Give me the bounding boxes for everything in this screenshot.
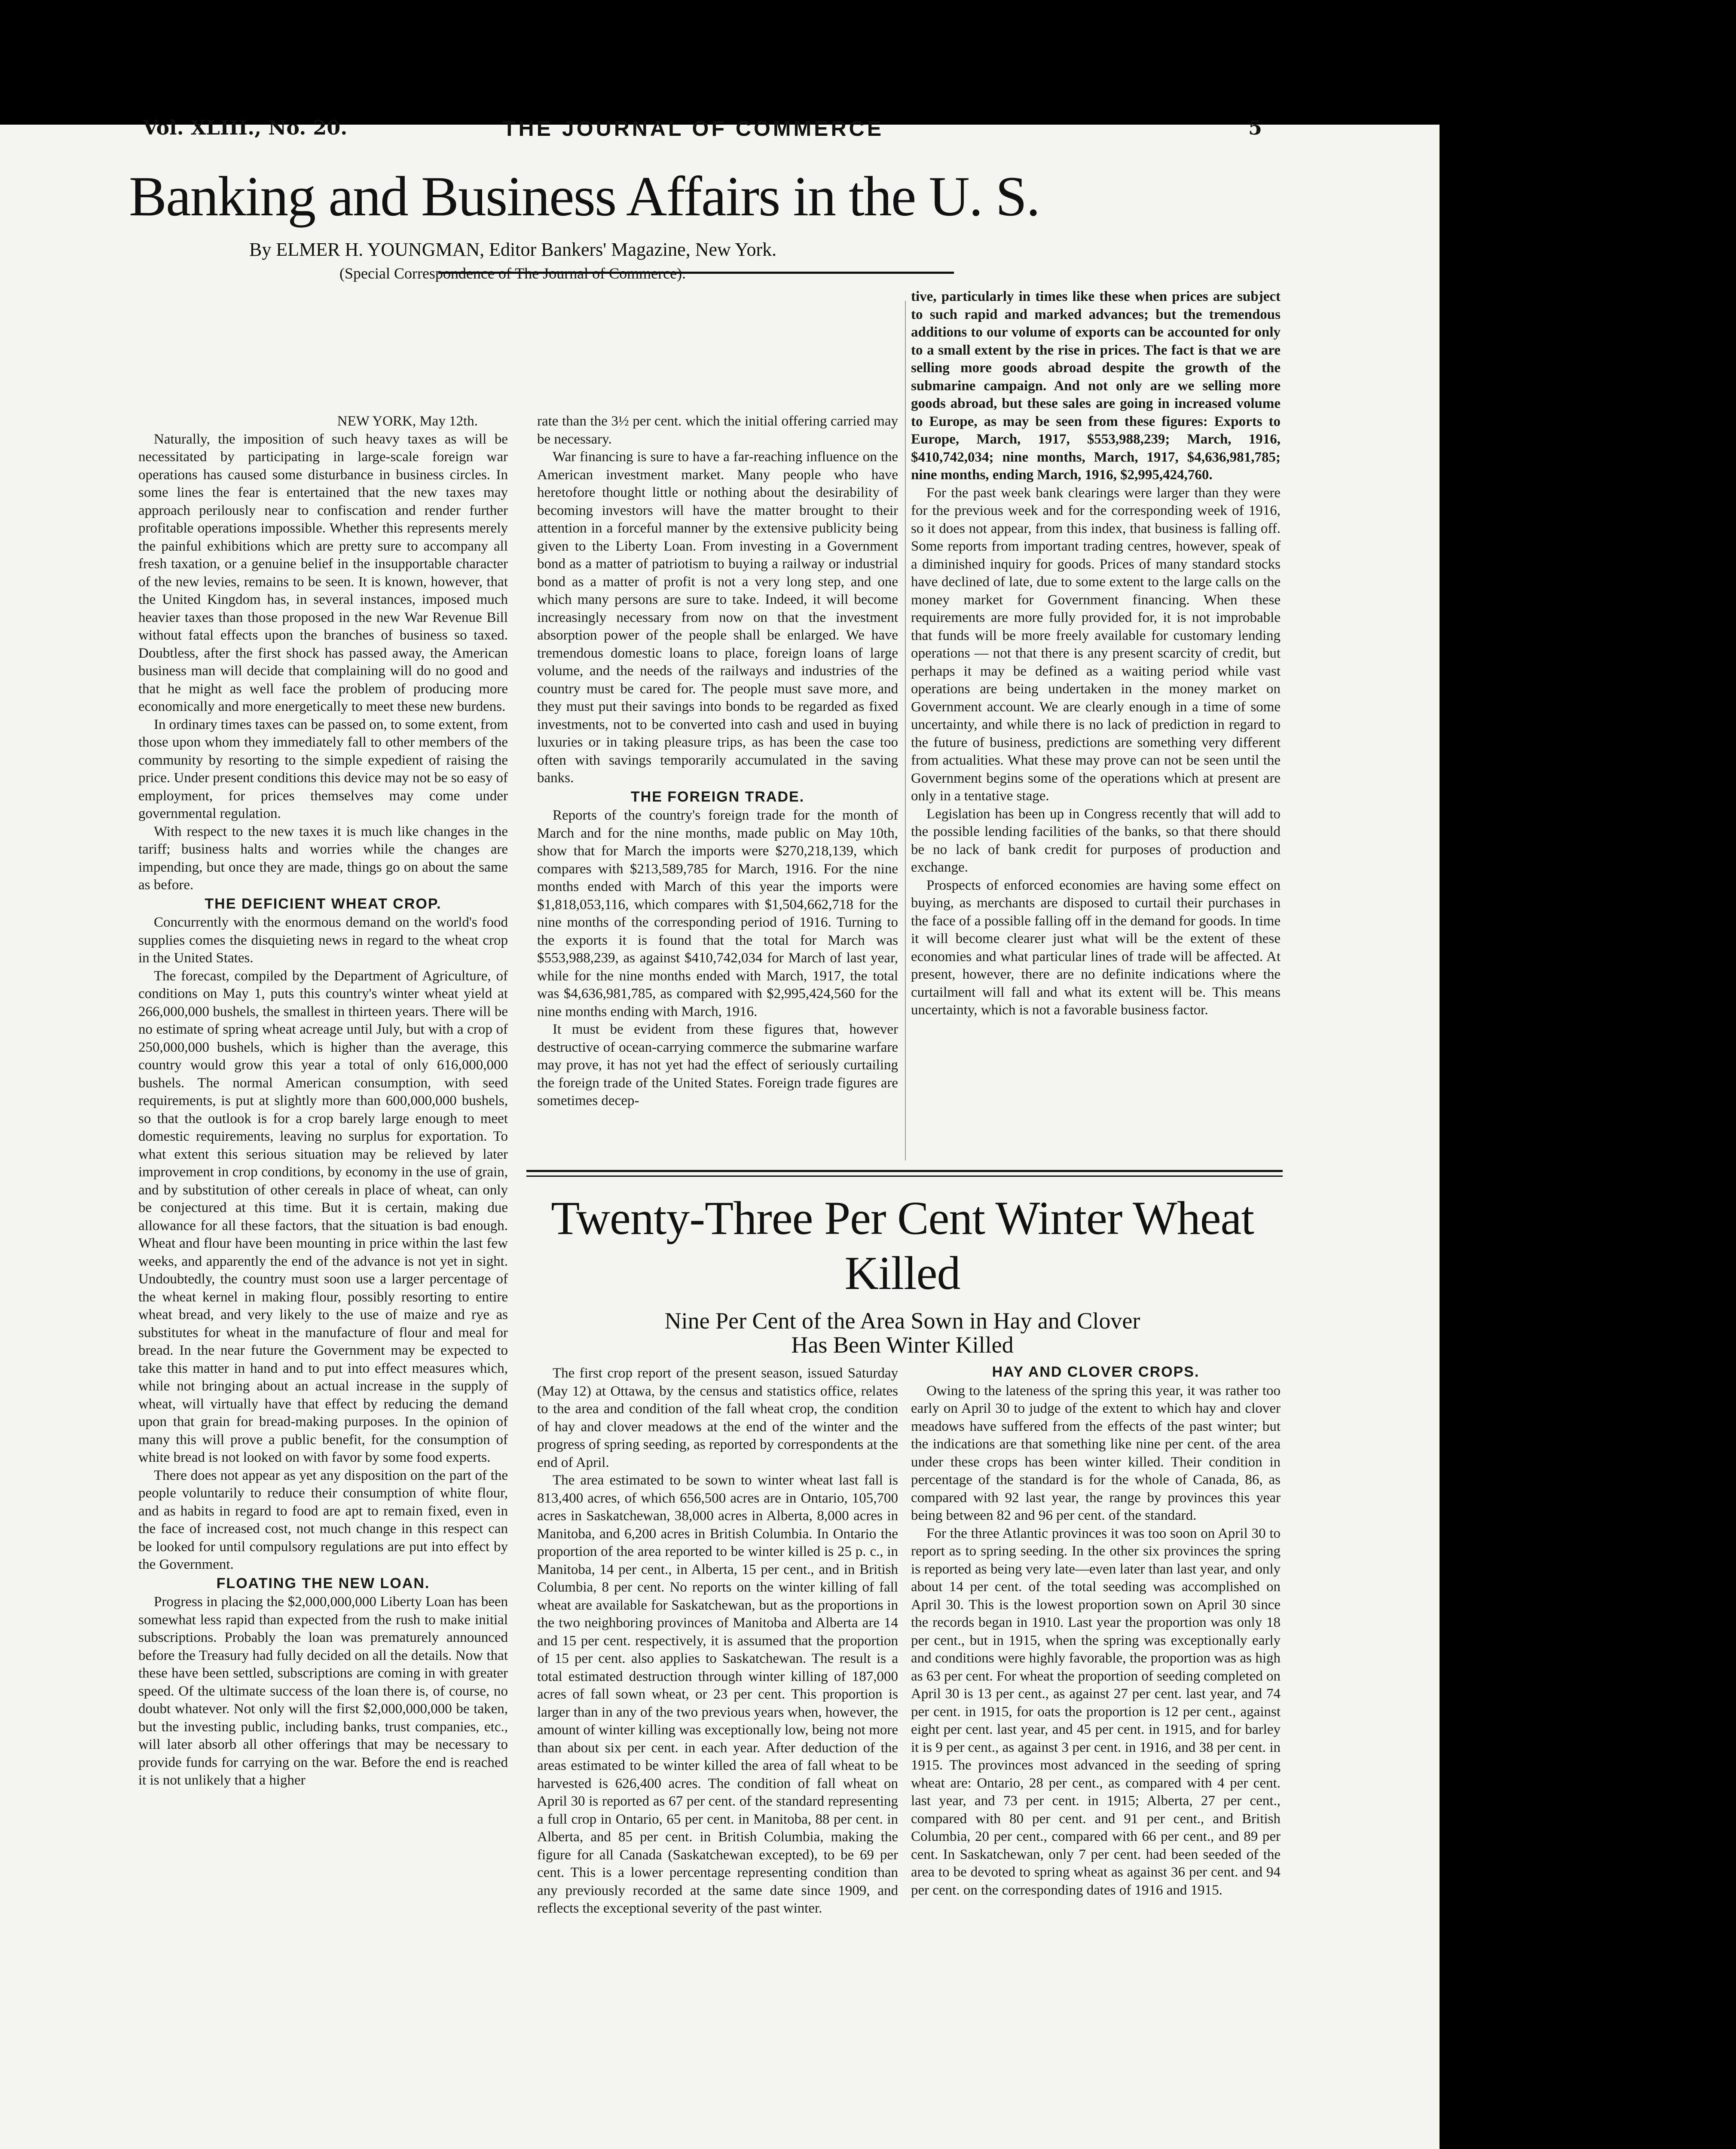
- article2-deck: [559, 1309, 1246, 1357]
- paragraph: In ordinary times taxes can be passed on, to some extent, from those upon whom they immediately fall to other members of the community by resorting to the simple expedient of raising the price. Under present conditions this device may not be so easy of employment, for prices themselves may come under governmental regulation.: [138, 716, 508, 821]
- article1-column-3: [911, 288, 1281, 1160]
- paragraph: Concurrently with the enormous demand on the world's food supplies comes the disquieting news in regard to the wheat crop in the United States.: [138, 915, 508, 966]
- column-rule: [905, 301, 906, 1160]
- article-byline: By ELMER H. YOUNGMAN, Editor Bankers' Magazine, New York.: [249, 239, 777, 260]
- headline-line: Twenty-Three Per Cent Winter Wheat: [551, 1192, 1254, 1244]
- paragraph: Prospects of enforced economies are having some effect on buying, as merchants are disposed to curtail their purchases in the face of a possible falling off in the demand for goods. In time it will become clearer just what will be the extent of these economies and what particular lines of trade will be affected. At present, however, there are no definite indications where the curtailment will fall and what its extent will be. This means uncertainty, which is not a favorable business factor.: [911, 877, 1281, 1018]
- section-heading: THE FOREIGN TRADE.: [630, 788, 805, 805]
- paragraph: Owing to the lateness of the spring this year, it was rather too early on April 30 to judge of the extent to which hay and clover meadows have suffered from the effects of the past winter; but the indications are that something like nine per cent. of the area under these crops has been winter killed. Their condition in percentage of the standard is for the whole of Canada, 86, as compared with 92 last year, the range by provinces this year being between 82 and 96 per cent. of the standard.: [911, 1383, 1281, 1523]
- paragraph: War financing is sure to have a far-reaching influence on the American investment market. Many people who have heretofore thought little or nothing about the desirability of becoming investors will have the matter brought to their attention in a forceful manner by the extensive publicity being given to the Liberty Loan. From investing in a Government bond as a matter of patriotism to buying a railway or industrial bond as a matter of profit is not a very long step, and one which many persons are sure to take. Indeed, it will become increasingly necessary from now on that the investment absorption power of the people shall be enlarged. We have tremendous domestic loans to place, foreign loans of large volume, and the needs of the railways and industries of the country must be cared for. The people must save more, and they must put their savings into bonds to be regarded as fixed investments, not to be converted into cash and used in buying luxuries or in taking pleasure trips, as has been the case too often with savings temporarily accumulated in the saving banks.: [537, 449, 898, 786]
- article-sub-byline: (Special Correspondence of The Journal of Commerce).: [339, 265, 686, 282]
- headline-line: Killed: [844, 1247, 960, 1299]
- article2-headline: [503, 1191, 1302, 1301]
- paragraph: rate than the 3½ per cent. which the initial offering carried may be necessary.: [537, 413, 898, 447]
- paragraph: tive, particularly in times like these when prices are subject to such rapid and marked advances; but the tremendous additions to our volume of exports can be accounted for only to a small extent by the rise in prices. The fact is that we are selling more goods abroad despite the growth of the submarine campaign. And not only are we selling more goods abroad, but these sales are going in increased volume to Europe, as may be seen from these figures: Exports to Europe, March, 1917, $553,988,239; March, 1916, $410,742,034; nine months, March, 1917, $4,636,981,785; nine months, ending March, 1916, $2,995,424,760.: [911, 289, 1281, 483]
- paragraph: Reports of the country's foreign trade for the month of March and for the nine months, made public on May 10th, show that for March the imports were $270,218,139, which compares with $213,589,785 for March, 1916. For the nine months ended with March of this year the imports were $1,818,053,116, which compares with $1,504,662,718 for the nine months of the corresponding period of 1916. Turning to the exports it is found that the total for March was $553,988,239, as against $410,742,034 for March of last year, while for the nine months ended with March, 1917, the total was $4,636,981,785, as compared with $2,995,424,560 for the nine months ending with March, 1916.: [537, 808, 898, 1019]
- running-head: [0, 116, 1440, 150]
- paragraph: For the three Atlantic provinces it was too soon on April 30 to report as to spring seeding. In the other six provinces the spring is reported as being very late—even later than last year, and only about 14 per cent. of the total seeding was accomplished on April 30. This is the lowest proportion sown on April 30 since the records began in 1910. Last year the proportion was only 18 per cent., but in 1915, when the spring was exceptionally early and conditions were highly favorable, the proportion was as high as 63 per cent. For wheat the proportion of seeding completed on April 30 is 13 per cent., as against 27 per cent. last year, and 74 per cent. in 1915, for oats the proportion is 12 per cent., against eight per cent. last year, and 45 per cent. in 1915, and for barley it is 9 per cent., as against 3 per cent. in 1916, and 38 per cent. in 1915. The provinces most advanced in the seeding of spring wheat are: Ontario, 28 per cent., as compared with 4 per cent. last year, and 73 per cent. in 1915; Alberta, 27 per cent., compared with 80 per cent. and 91 per cent., and British Columbia, 20 per cent., compared with 66 per cent., and 89 per cent. In Saskatchewan, only 7 per cent. had been seeded of the area to be devoted to spring wheat as against 36 per cent. and 94 per cent. on the corresponding dates of 1916 and 1915.: [911, 1525, 1281, 1898]
- article1-column-2: [537, 413, 898, 1165]
- section-heading: HAY AND CLOVER CROPS.: [992, 1364, 1200, 1380]
- paragraph: With respect to the new taxes it is much like changes in the tariff; business halts and worries while the changes are impending, but once they are made, things go on about the same as before.: [138, 823, 508, 893]
- paragraph: There does not appear as yet any disposition on the part of the people voluntarily to reduce their consumption of white flour, and as habits in regard to food are apt to remain fixed, even in the face of increased cost, not much change in this respect can be looked for until compulsory regulations are put into effect by the Government.: [138, 1467, 508, 1572]
- paragraph: The first crop report of the present season, issued Saturday (May 12) at Ottawa, by the census and statistics office, relates to the area and condition of the fall wheat crop, the condition of hay and clover meadows at the end of the winter and the progress of spring seeding, as reported by correspondents at the end of April.: [537, 1365, 898, 1470]
- dateline: NEW YORK, May 12th.: [337, 413, 478, 429]
- section-heading: FLOATING THE NEW LOAN.: [216, 1575, 430, 1592]
- paragraph: Progress in placing the $2,000,000,000 Liberty Loan has been somewhat less rapid than expected from the rush to make initial subscriptions. Probably the loan was prematurely announced before the Treasury had fully decided on all the details. Now that these have been settled, subscriptions are coming in with greater speed. Of the ultimate success of the loan there is, of course, no doubt whatever. Not only will the first $2,000,000,000 be taken, but the investing public, including banks, trust companies, etc., will later absorb all other offerings that may be necessary to provide funds for carrying on the war. Before the end is reached it is not unlikely that a higher: [138, 1594, 508, 1788]
- paragraph: The area estimated to be sown to winter wheat last fall is 813,400 acres, of which 656,500 acres are in Ontario, 105,700 acres in Saskatchewan, 38,000 acres in Alberta, 8,000 acres in Manitoba, and 6,200 acres in British Columbia. In Ontario the proportion of the area reported to be winter killed is 25 p. c., in Manitoba, 14 per cent., in Alberta, 15 per cent., and in British Columbia, 8 per cent. No reports on the winter killing of fall wheat are available for Saskatchewan, but as the proportions in the two neighboring provinces of Manitoba and Alberta are 14 and 15 per cent. respectively, it is assumed that the proportion of 15 per cent. also applies to Saskatchewan. The result is a total estimated destruction through winter killing of 187,000 acres of fall sown wheat, or 23 per cent. This proportion is larger than in any of the two previous years when, however, the amount of winter killing was exceptionally low, being not more than about six per cent. in each year. After deduction of the areas estimated to be winter killed the area of fall wheat to be harvested is 626,400 acres. The condition of fall wheat on April 30 is reported as 67 per cent. of the standard representing a full crop in Ontario, 65 per cent. in Manitoba, 88 per cent. in Alberta, and 85 per cent. in British Columbia, making the figure for all Canada (Saskatchewan excepted), to be 69 per cent. This is a lower percentage representing condition than any previously recorded at the same date since 1909, and reflects the exceptional severity of the past winter.: [537, 1472, 898, 1916]
- page-number: 5: [1248, 116, 1262, 139]
- article-separator-rule: [526, 1170, 1283, 1172]
- publication-title: THE JOURNAL OF COMMERCE: [503, 116, 884, 141]
- article-separator-rule: [526, 1176, 1283, 1177]
- paragraph: Legislation has been up in Congress recently that will add to the possible lending facilities of the banks, so that there should be no lack of bank credit for purposes of production and exchange.: [911, 806, 1281, 875]
- paragraph: The forecast, compiled by the Department of Agriculture, of conditions on May 1, puts this country's winter wheat yield at 266,000,000 bushels, the smallest in thirteen years. There will be no estimate of spring wheat acreage until July, but with a crop of 250,000,000 bushels, which is higher than the average, this country would grow this year a total of only 616,000,000 bushels. The normal American consumption, with seed requirements, is put at slightly more than 600,000,000 bushels, so that the outlook is for a crop barely large enough to meet domestic requirements, leaving no surplus for exportation. To what extent this serious situation may be relieved by later improvement in crop conditions, by economy in the use of grain, and by substitution of other cereals in place of wheat, can only be conjectured at this time. But it is certain, making due allowance for all these factors, that the situation is bad enough. Wheat and flour have been mounting in price within the last few weeks, and apparently the end of the advance is not yet in sight. Undoubtedly, the country must soon use a larger percentage of the wheat kernel in making flour, possibly resorting to entire wheat bread, and very likely to the use of maize and rye as substitutes for wheat in the manufacture of flour and meal for bread. In the near future the Government may be expected to take this matter in hand and to put into effect measures which, while not bringing about an actual increase in the supply of wheat, will virtually have that effect by reducing the demand upon that grain for bread-making purposes. In the opinion of many this will prove a public benefit, for the consumption of white bread is not looked on with favor by some food experts.: [138, 968, 508, 1465]
- paragraph: For the past week bank clearings were larger than they were for the previous week and for the corresponding week of 1916, so it does not appear, from this index, that business is falling off. Some reports from important trading centres, however, speak of a diminished inquiry for goods. Prices of many standard stocks have declined of late, due to some extent to the large calls on the money market for Government financing. When these requirements are more fully provided for, it is not improbable that funds will be more freely available for customary lending operations — not that there is any present scarcity of credit, but perhaps it may be defined as a waiting period while vast operations are being undertaken in the money market on Government account. We are clearly enough in a time of some uncertainty, and while there is no lack of prediction in regard to the future of business, predictions are something very different from actualities. What these may prove can not be seen until the Government begins some of the operations which at present are only in a tentative stage.: [911, 485, 1281, 804]
- article1-column-1: [138, 413, 508, 2042]
- article2-column-1: [537, 1365, 898, 2035]
- article2-column-2: [911, 1362, 1281, 2037]
- volume-number: Vol. XLIII., No. 20.: [143, 116, 348, 139]
- section-heading: THE DEFICIENT WHEAT CROP.: [205, 895, 442, 912]
- article-headline: Banking and Business Affairs in the U. S.: [129, 165, 1040, 228]
- paragraph: It must be evident from these figures that, however destructive of ocean-carrying commerce the submarine warfare may prove, it has not yet had the effect of seriously curtailing the foreign trade of the United States. Foreign trade figures are sometimes decep-: [537, 1022, 898, 1108]
- paragraph: Naturally, the imposition of such heavy taxes as will be necessitated by participating in large-scale foreign war operations has caused some disturbance in business circles. In some lines the fear is entertained that the new taxes may approach perilously near to confiscation and render further profitable operations impossible. Whether this represents merely the painful exhibitions which are pretty sure to accompany all fresh taxation, or a genuine belief in the insupportable character of the new levies, remains to be seen. It is known, however, that the United Kingdom has, in several instances, imposed much heavier taxes than those proposed in the new War Revenue Bill without fatal effects upon the branches of business so taxed. Doubtless, after the first shock has passed away, the American business man will decide that complaining will do no good and that he might as well face the problem of producing more economically and more energetically to meet these new burdens.: [138, 431, 508, 714]
- deck-line: Has Been Winter Killed: [791, 1332, 1014, 1358]
- deck-line: Nine Per Cent of the Area Sown in Hay and Clover: [664, 1308, 1140, 1334]
